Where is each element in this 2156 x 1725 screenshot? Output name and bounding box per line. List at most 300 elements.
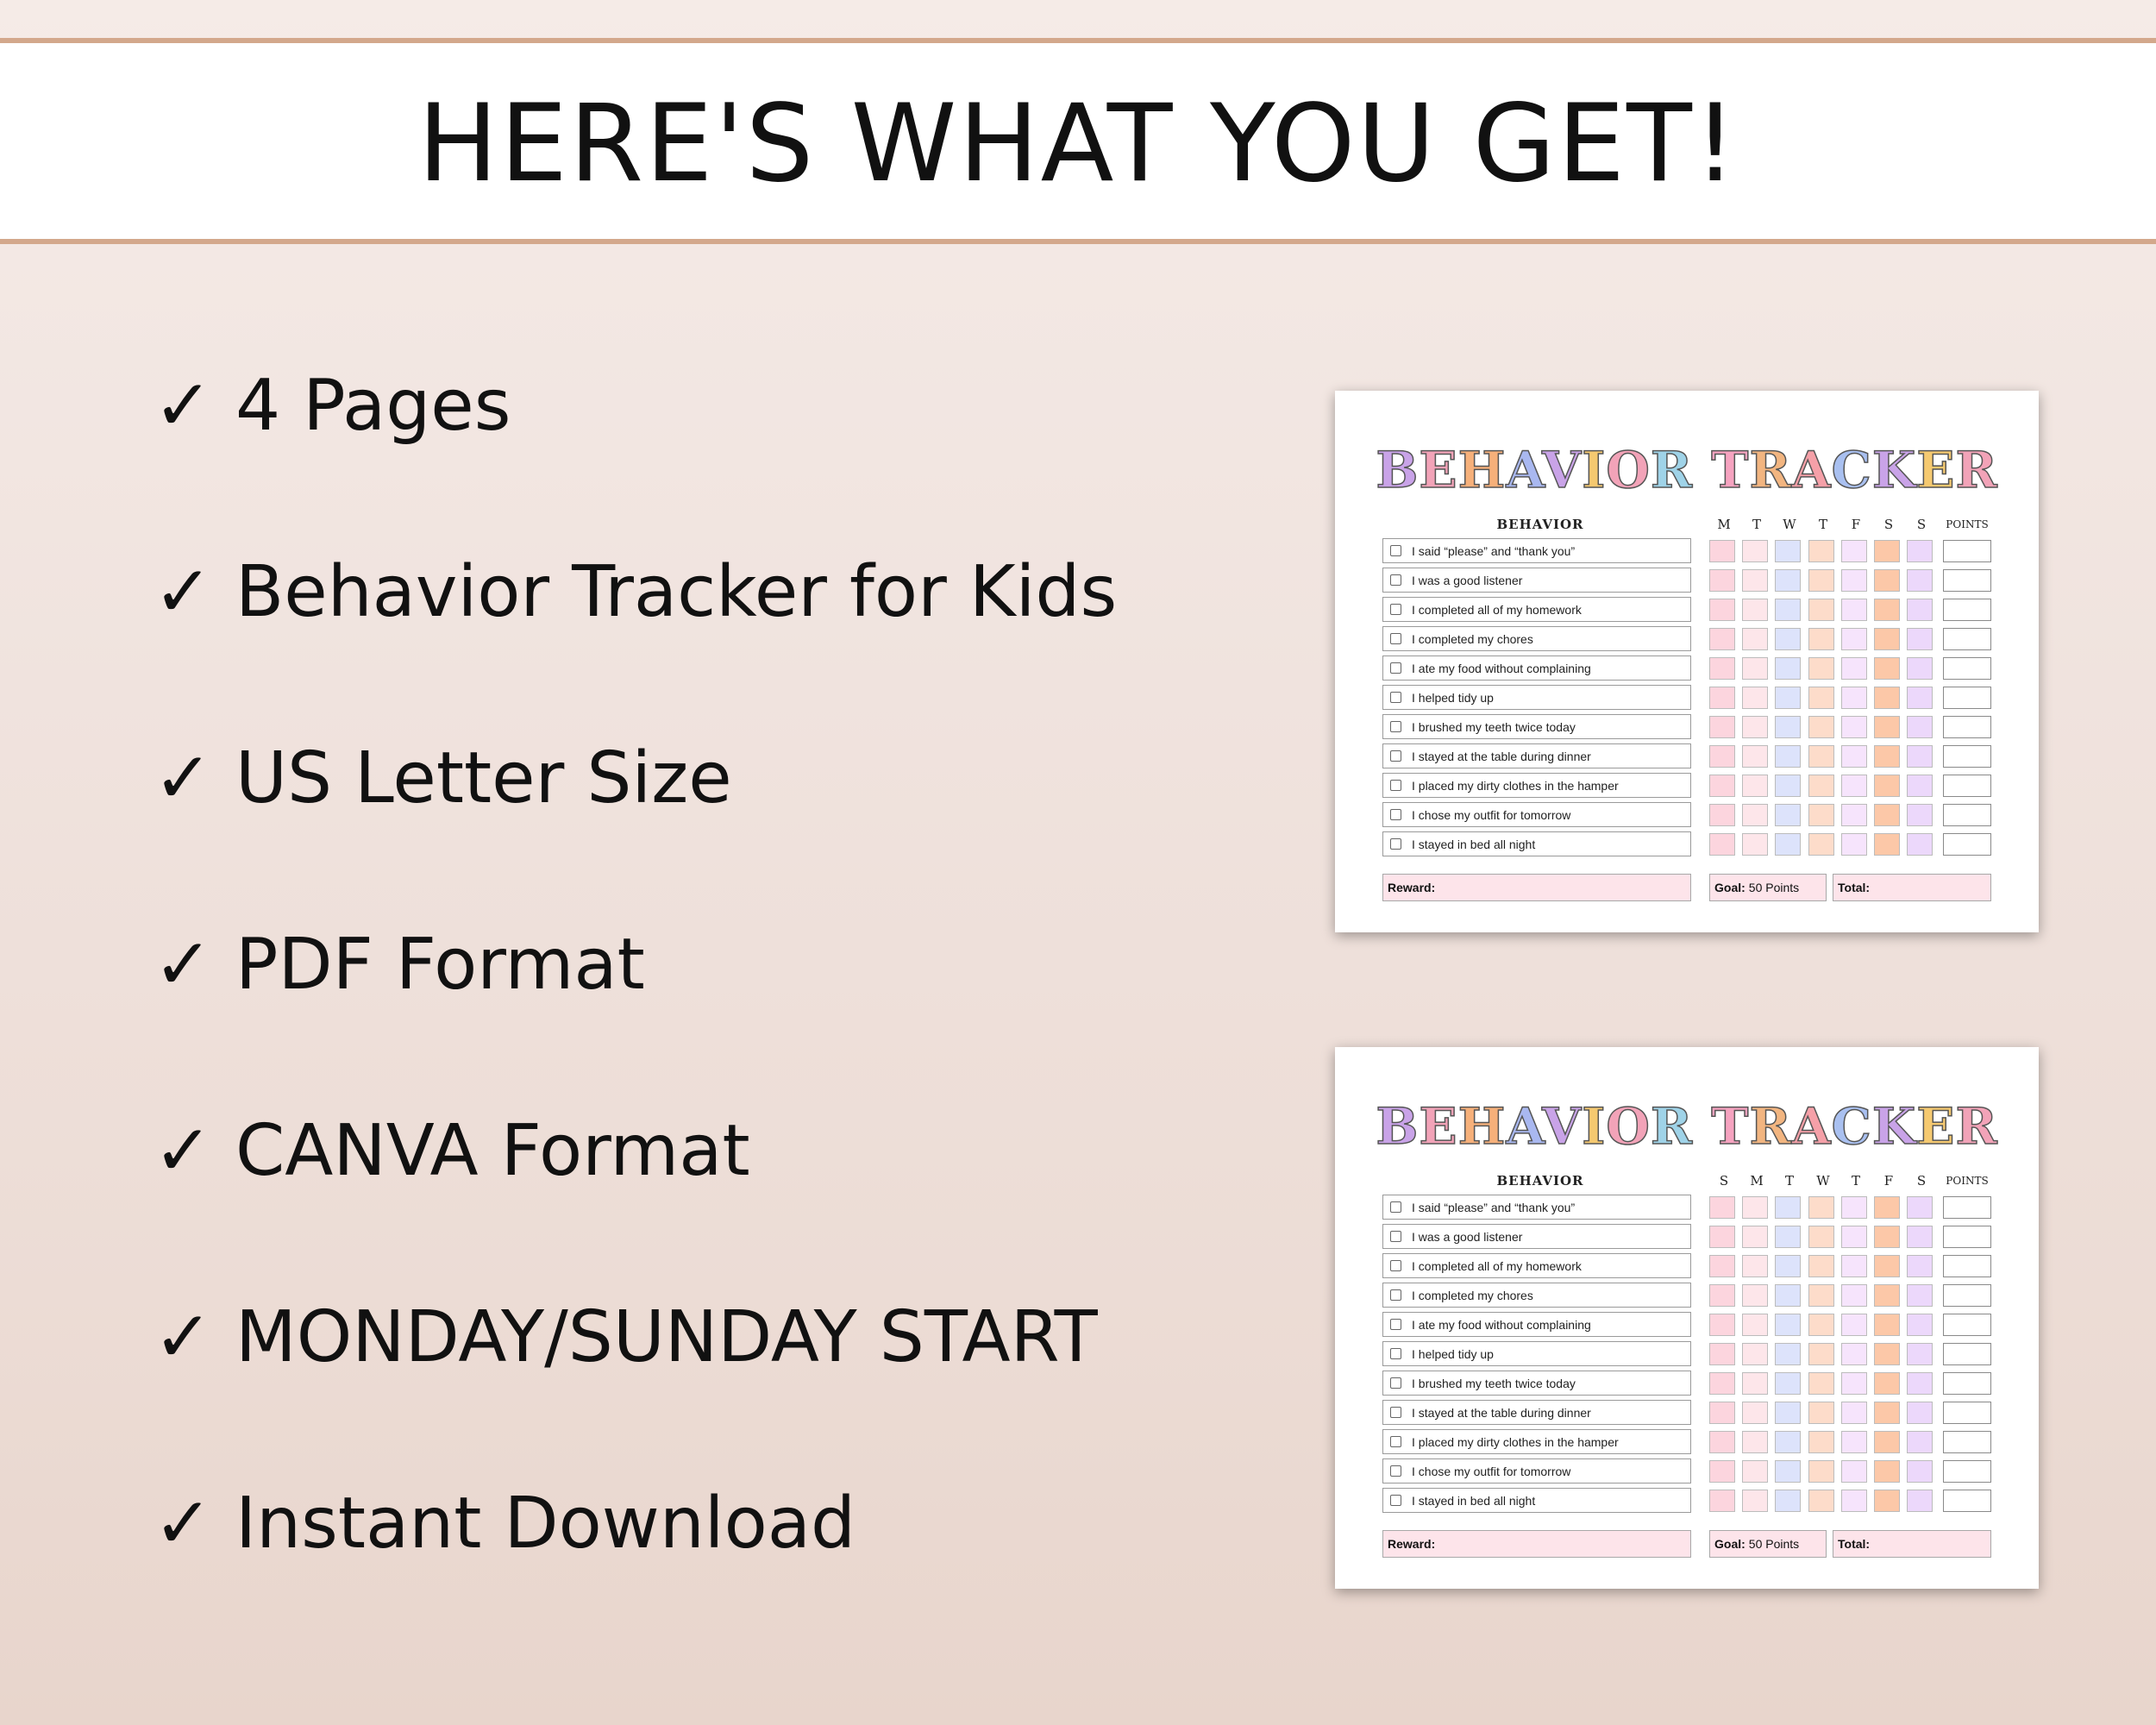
day-cell[interactable] <box>1841 1402 1867 1424</box>
day-cell[interactable] <box>1907 599 1933 621</box>
day-cell[interactable] <box>1874 1314 1900 1336</box>
checkmark-icon: ✓ <box>154 1295 213 1378</box>
checkbox[interactable] <box>1390 1260 1401 1271</box>
day-cell[interactable] <box>1709 1196 1735 1219</box>
day-cell[interactable] <box>1907 1226 1933 1248</box>
behavior-row <box>1382 1371 1691 1396</box>
points-cell[interactable] <box>1943 1431 1991 1453</box>
day-cell[interactable] <box>1709 628 1735 650</box>
day-cell[interactable] <box>1907 1314 1933 1336</box>
points-cell[interactable] <box>1943 1490 1991 1512</box>
day-cell[interactable] <box>1841 1490 1867 1512</box>
day-cell[interactable] <box>1709 775 1735 797</box>
day-cell[interactable] <box>1775 775 1801 797</box>
feature-label: Behavior Tracker for Kids <box>235 550 1118 633</box>
day-cell[interactable] <box>1742 1196 1768 1219</box>
day-cell[interactable] <box>1874 599 1900 621</box>
checkbox[interactable] <box>1390 721 1401 732</box>
behavior-row <box>1382 1341 1691 1366</box>
day-cell[interactable] <box>1709 687 1735 709</box>
day-cell[interactable] <box>1742 1372 1768 1395</box>
day-header: S <box>1916 517 1927 532</box>
day-cell[interactable] <box>1907 1431 1933 1453</box>
behavior-label: I completed all of my homework <box>1412 1258 1582 1273</box>
checkmark-icon: ✓ <box>154 923 213 1006</box>
day-cell[interactable] <box>1907 1490 1933 1512</box>
day-cell[interactable] <box>1709 1255 1735 1277</box>
day-cell[interactable] <box>1709 1490 1735 1512</box>
points-cell[interactable] <box>1943 1402 1991 1424</box>
day-cell[interactable] <box>1907 657 1933 680</box>
behavior-row <box>1382 1195 1691 1220</box>
day-cell[interactable] <box>1874 1372 1900 1395</box>
day-cell[interactable] <box>1841 1284 1867 1307</box>
checkbox[interactable] <box>1390 1231 1401 1242</box>
day-cell[interactable] <box>1874 1284 1900 1307</box>
behavior-row <box>1382 1283 1691 1308</box>
points-cell[interactable] <box>1943 599 1991 621</box>
behavior-label: I completed my chores <box>1412 631 1533 646</box>
day-cell[interactable] <box>1874 1490 1900 1512</box>
goal-label: Goal: <box>1714 1537 1745 1551</box>
day-cell[interactable] <box>1808 1226 1834 1248</box>
behavior-label: I ate my food without complaining <box>1412 661 1591 675</box>
points-cell[interactable] <box>1943 1372 1991 1395</box>
day-cell[interactable] <box>1808 716 1834 738</box>
checkmark-icon: ✓ <box>154 1482 213 1565</box>
day-cell[interactable] <box>1808 1196 1834 1219</box>
banner-bottom-line <box>0 239 2156 244</box>
day-header: S <box>1883 517 1894 532</box>
day-cell[interactable] <box>1775 1284 1801 1307</box>
day-cell[interactable] <box>1742 1314 1768 1336</box>
day-cell[interactable] <box>1907 1460 1933 1483</box>
checkbox[interactable] <box>1390 1348 1401 1359</box>
day-cell[interactable] <box>1775 569 1801 592</box>
feature-item <box>154 917 645 1012</box>
goal-field <box>1709 1530 1827 1558</box>
day-cell[interactable] <box>1808 833 1834 856</box>
checkbox[interactable] <box>1390 1407 1401 1418</box>
day-cell[interactable] <box>1709 804 1735 826</box>
feature-item <box>154 358 511 453</box>
reward-label: Reward: <box>1388 881 1436 894</box>
day-header: T <box>1818 517 1827 532</box>
tracker-preview-monday <box>1335 391 2039 932</box>
checkbox[interactable] <box>1390 604 1401 615</box>
goal-value: 50 Points <box>1748 881 1800 894</box>
feature-label: Instant Download <box>235 1482 856 1565</box>
day-cell[interactable] <box>1709 716 1735 738</box>
behavior-row <box>1382 568 1691 593</box>
day-cell[interactable] <box>1808 1372 1834 1395</box>
behavior-label: I chose my outfit for tomorrow <box>1412 807 1571 822</box>
day-cell[interactable] <box>1775 745 1801 768</box>
day-cell[interactable] <box>1742 833 1768 856</box>
day-cell[interactable] <box>1907 628 1933 650</box>
feature-item <box>154 1289 1098 1384</box>
day-cell[interactable] <box>1775 804 1801 826</box>
day-cell[interactable] <box>1742 1402 1768 1424</box>
day-cell[interactable] <box>1907 1402 1933 1424</box>
day-cell[interactable] <box>1874 775 1900 797</box>
total-field[interactable] <box>1833 874 1991 901</box>
feature-label: 4 Pages <box>235 364 511 447</box>
behavior-row <box>1382 1458 1691 1484</box>
points-cell[interactable] <box>1943 1460 1991 1483</box>
behavior-label: I said “please” and “thank you” <box>1412 543 1576 558</box>
feature-label: US Letter Size <box>235 737 732 819</box>
day-cell[interactable] <box>1808 804 1834 826</box>
points-cell[interactable] <box>1943 1284 1991 1307</box>
total-label: Total: <box>1838 881 1871 894</box>
checkbox[interactable] <box>1390 780 1401 791</box>
goal-label: Goal: <box>1714 881 1745 894</box>
day-cell[interactable] <box>1808 1255 1834 1277</box>
behavior-row <box>1382 538 1691 563</box>
day-cell[interactable] <box>1841 716 1867 738</box>
behavior-column-header: BEHAVIOR <box>1496 517 1584 532</box>
behavior-label: I was a good listener <box>1412 573 1523 587</box>
day-header: S <box>1719 1173 1729 1189</box>
day-cell[interactable] <box>1775 833 1801 856</box>
day-cell[interactable] <box>1775 1226 1801 1248</box>
behavior-label: I completed all of my homework <box>1412 602 1582 617</box>
day-cell[interactable] <box>1907 1284 1933 1307</box>
day-cell[interactable] <box>1709 1402 1735 1424</box>
points-cell[interactable] <box>1943 1226 1991 1248</box>
tracker-title: BEHAVIOR TRACKER <box>1376 1097 1998 1156</box>
behavior-row <box>1382 1429 1691 1454</box>
day-cell[interactable] <box>1775 1372 1801 1395</box>
day-cell[interactable] <box>1841 804 1867 826</box>
total-label: Total: <box>1838 1537 1871 1551</box>
day-cell[interactable] <box>1874 657 1900 680</box>
points-cell[interactable] <box>1943 1255 1991 1277</box>
behavior-row <box>1382 1224 1691 1249</box>
checkmark-icon: ✓ <box>154 737 213 819</box>
day-cell[interactable] <box>1808 540 1834 562</box>
day-cell[interactable] <box>1907 1255 1933 1277</box>
feature-item <box>154 1103 750 1198</box>
behavior-row <box>1382 1488 1691 1513</box>
day-cell[interactable] <box>1775 1402 1801 1424</box>
day-cell[interactable] <box>1742 599 1768 621</box>
day-cell[interactable] <box>1841 599 1867 621</box>
behavior-column-header: BEHAVIOR <box>1496 1173 1584 1189</box>
day-cell[interactable] <box>1709 745 1735 768</box>
points-column-header: POINTS <box>1946 1175 1989 1187</box>
day-cell[interactable] <box>1775 1343 1801 1365</box>
day-cell[interactable] <box>1841 1343 1867 1365</box>
day-cell[interactable] <box>1874 1255 1900 1277</box>
day-cell[interactable] <box>1907 716 1933 738</box>
reward-field[interactable] <box>1382 874 1691 901</box>
day-header: T <box>1784 1173 1794 1189</box>
behavior-row <box>1382 743 1691 768</box>
checkmark-icon: ✓ <box>154 550 213 633</box>
day-cell[interactable] <box>1775 599 1801 621</box>
day-cell[interactable] <box>1742 687 1768 709</box>
day-cell[interactable] <box>1841 569 1867 592</box>
day-header: M <box>1750 1173 1764 1189</box>
day-cell[interactable] <box>1742 1460 1768 1483</box>
behavior-label: I brushed my teeth twice today <box>1412 719 1576 734</box>
day-cell[interactable] <box>1709 657 1735 680</box>
day-cell[interactable] <box>1808 1343 1834 1365</box>
day-cell[interactable] <box>1742 540 1768 562</box>
goal-field <box>1709 874 1827 901</box>
day-cell[interactable] <box>1775 1196 1801 1219</box>
day-cell[interactable] <box>1841 628 1867 650</box>
day-header: T <box>1851 1173 1860 1189</box>
behavior-label: I helped tidy up <box>1412 1346 1494 1361</box>
tracker-preview-sunday <box>1335 1047 2039 1589</box>
day-cell[interactable] <box>1709 1284 1735 1307</box>
tracker-title: BEHAVIOR TRACKER <box>1376 441 1998 499</box>
day-cell[interactable] <box>1841 540 1867 562</box>
day-cell[interactable] <box>1907 833 1933 856</box>
day-cell[interactable] <box>1742 745 1768 768</box>
day-cell[interactable] <box>1808 1490 1834 1512</box>
day-cell[interactable] <box>1775 1431 1801 1453</box>
points-cell[interactable] <box>1943 1196 1991 1219</box>
day-cell[interactable] <box>1907 540 1933 562</box>
feature-item <box>154 1476 856 1571</box>
day-cell[interactable] <box>1874 1196 1900 1219</box>
day-cell[interactable] <box>1742 1431 1768 1453</box>
behavior-label: I chose my outfit for tomorrow <box>1412 1464 1571 1478</box>
behavior-label: I was a good listener <box>1412 1229 1523 1244</box>
behavior-row <box>1382 773 1691 798</box>
day-header: F <box>1851 517 1861 532</box>
behavior-label: I completed my chores <box>1412 1288 1533 1302</box>
points-cell[interactable] <box>1943 687 1991 709</box>
day-cell[interactable] <box>1808 657 1834 680</box>
day-cell[interactable] <box>1808 599 1834 621</box>
header-banner <box>0 43 2156 239</box>
day-cell[interactable] <box>1775 1255 1801 1277</box>
day-cell[interactable] <box>1742 804 1768 826</box>
points-cell[interactable] <box>1943 628 1991 650</box>
day-cell[interactable] <box>1874 1402 1900 1424</box>
day-cell[interactable] <box>1709 1431 1735 1453</box>
day-cell[interactable] <box>1808 1402 1834 1424</box>
day-cell[interactable] <box>1709 1343 1735 1365</box>
behavior-row <box>1382 1312 1691 1337</box>
points-cell[interactable] <box>1943 540 1991 562</box>
day-cell[interactable] <box>1907 775 1933 797</box>
day-cell[interactable] <box>1775 687 1801 709</box>
day-cell[interactable] <box>1841 1460 1867 1483</box>
day-cell[interactable] <box>1808 1431 1834 1453</box>
checkbox[interactable] <box>1390 662 1401 674</box>
checkbox[interactable] <box>1390 838 1401 850</box>
checkbox[interactable] <box>1390 692 1401 703</box>
goal-value: 50 Points <box>1748 1537 1800 1551</box>
day-cell[interactable] <box>1742 657 1768 680</box>
day-header: T <box>1752 517 1761 532</box>
behavior-row <box>1382 714 1691 739</box>
day-cell[interactable] <box>1907 1343 1933 1365</box>
day-cell[interactable] <box>1874 687 1900 709</box>
day-cell[interactable] <box>1874 1226 1900 1248</box>
behavior-label: I placed my dirty clothes in the hamper <box>1412 778 1619 793</box>
checkbox[interactable] <box>1390 1377 1401 1389</box>
day-cell[interactable] <box>1907 687 1933 709</box>
day-cell[interactable] <box>1841 1196 1867 1219</box>
behavior-label: I ate my food without complaining <box>1412 1317 1591 1332</box>
points-cell[interactable] <box>1943 1343 1991 1365</box>
day-cell[interactable] <box>1841 1314 1867 1336</box>
day-cell[interactable] <box>1775 1460 1801 1483</box>
day-cell[interactable] <box>1742 1490 1768 1512</box>
behavior-label: I stayed at the table during dinner <box>1412 749 1591 763</box>
day-cell[interactable] <box>1742 628 1768 650</box>
reward-label: Reward: <box>1388 1537 1436 1551</box>
behavior-row <box>1382 1253 1691 1278</box>
behavior-label: I helped tidy up <box>1412 690 1494 705</box>
day-cell[interactable] <box>1808 687 1834 709</box>
points-cell[interactable] <box>1943 804 1991 826</box>
day-cell[interactable] <box>1709 540 1735 562</box>
day-cell[interactable] <box>1874 833 1900 856</box>
day-header: F <box>1883 1173 1894 1189</box>
checkbox[interactable] <box>1390 750 1401 762</box>
reward-field[interactable] <box>1382 1530 1691 1558</box>
day-cell[interactable] <box>1874 716 1900 738</box>
day-cell[interactable] <box>1841 1372 1867 1395</box>
day-cell[interactable] <box>1709 1314 1735 1336</box>
day-cell[interactable] <box>1808 745 1834 768</box>
points-cell[interactable] <box>1943 657 1991 680</box>
points-cell[interactable] <box>1943 745 1991 768</box>
points-cell[interactable] <box>1943 1314 1991 1336</box>
behavior-row <box>1382 597 1691 622</box>
day-cell[interactable] <box>1742 775 1768 797</box>
day-cell[interactable] <box>1841 1431 1867 1453</box>
day-cell[interactable] <box>1874 569 1900 592</box>
checkbox[interactable] <box>1390 1201 1401 1213</box>
checkbox[interactable] <box>1390 809 1401 820</box>
checkbox[interactable] <box>1390 1465 1401 1477</box>
behavior-row <box>1382 685 1691 710</box>
day-cell[interactable] <box>1742 1226 1768 1248</box>
day-cell[interactable] <box>1742 1284 1768 1307</box>
day-cell[interactable] <box>1775 540 1801 562</box>
day-cell[interactable] <box>1874 540 1900 562</box>
behavior-label: I said “please” and “thank you” <box>1412 1200 1576 1214</box>
day-cell[interactable] <box>1841 1255 1867 1277</box>
day-cell[interactable] <box>1775 716 1801 738</box>
day-cell[interactable] <box>1907 1372 1933 1395</box>
behavior-row <box>1382 656 1691 681</box>
behavior-label: I stayed in bed all night <box>1412 1493 1536 1508</box>
day-cell[interactable] <box>1874 745 1900 768</box>
total-field[interactable] <box>1833 1530 1991 1558</box>
checkbox[interactable] <box>1390 1289 1401 1301</box>
checkbox[interactable] <box>1390 633 1401 644</box>
checkbox[interactable] <box>1390 1319 1401 1330</box>
day-cell[interactable] <box>1907 745 1933 768</box>
day-cell[interactable] <box>1874 628 1900 650</box>
feature-label: PDF Format <box>235 923 645 1006</box>
day-cell[interactable] <box>1742 569 1768 592</box>
behavior-row <box>1382 831 1691 856</box>
day-cell[interactable] <box>1742 1255 1768 1277</box>
feature-item <box>154 544 1117 639</box>
day-cell[interactable] <box>1907 569 1933 592</box>
feature-item <box>154 731 732 825</box>
points-cell[interactable] <box>1943 716 1991 738</box>
day-cell[interactable] <box>1709 1372 1735 1395</box>
checkbox[interactable] <box>1390 574 1401 586</box>
day-cell[interactable] <box>1841 745 1867 768</box>
checkbox[interactable] <box>1390 545 1401 556</box>
day-cell[interactable] <box>1874 1431 1900 1453</box>
day-cell[interactable] <box>1808 1314 1834 1336</box>
day-cell[interactable] <box>1874 1460 1900 1483</box>
day-cell[interactable] <box>1907 804 1933 826</box>
day-cell[interactable] <box>1841 833 1867 856</box>
day-cell[interactable] <box>1808 1460 1834 1483</box>
behavior-label: I brushed my teeth twice today <box>1412 1376 1576 1390</box>
behavior-label: I placed my dirty clothes in the hamper <box>1412 1434 1619 1449</box>
checkbox[interactable] <box>1390 1495 1401 1506</box>
day-cell[interactable] <box>1808 775 1834 797</box>
day-cell[interactable] <box>1874 804 1900 826</box>
behavior-row <box>1382 626 1691 651</box>
points-cell[interactable] <box>1943 833 1991 856</box>
day-cell[interactable] <box>1709 833 1735 856</box>
day-cell[interactable] <box>1841 687 1867 709</box>
day-cell[interactable] <box>1709 1460 1735 1483</box>
day-cell[interactable] <box>1775 1314 1801 1336</box>
day-cell[interactable] <box>1808 628 1834 650</box>
day-header: S <box>1916 1173 1927 1189</box>
behavior-label: I stayed in bed all night <box>1412 837 1536 851</box>
day-cell[interactable] <box>1808 1284 1834 1307</box>
day-cell[interactable] <box>1775 628 1801 650</box>
day-cell[interactable] <box>1775 657 1801 680</box>
feature-label: CANVA Format <box>235 1109 750 1192</box>
checkmark-icon: ✓ <box>154 1109 213 1192</box>
day-cell[interactable] <box>1742 1343 1768 1365</box>
day-cell[interactable] <box>1907 1196 1933 1219</box>
day-cell[interactable] <box>1808 569 1834 592</box>
behavior-row <box>1382 802 1691 827</box>
day-cell[interactable] <box>1775 1490 1801 1512</box>
day-cell[interactable] <box>1742 716 1768 738</box>
day-cell[interactable] <box>1709 599 1735 621</box>
points-cell[interactable] <box>1943 775 1991 797</box>
day-cell[interactable] <box>1841 1226 1867 1248</box>
behavior-label: I stayed at the table during dinner <box>1412 1405 1591 1420</box>
day-header: M <box>1717 517 1731 532</box>
day-cell[interactable] <box>1709 1226 1735 1248</box>
day-header: W <box>1816 1173 1830 1189</box>
checkbox[interactable] <box>1390 1436 1401 1447</box>
checkmark-icon: ✓ <box>154 364 213 447</box>
day-cell[interactable] <box>1841 657 1867 680</box>
points-cell[interactable] <box>1943 569 1991 592</box>
day-cell[interactable] <box>1841 775 1867 797</box>
day-cell[interactable] <box>1874 1343 1900 1365</box>
day-cell[interactable] <box>1709 569 1735 592</box>
page-title: HERE'S WHAT YOU GET! <box>417 81 1739 206</box>
day-header: W <box>1783 517 1796 532</box>
behavior-row <box>1382 1400 1691 1425</box>
